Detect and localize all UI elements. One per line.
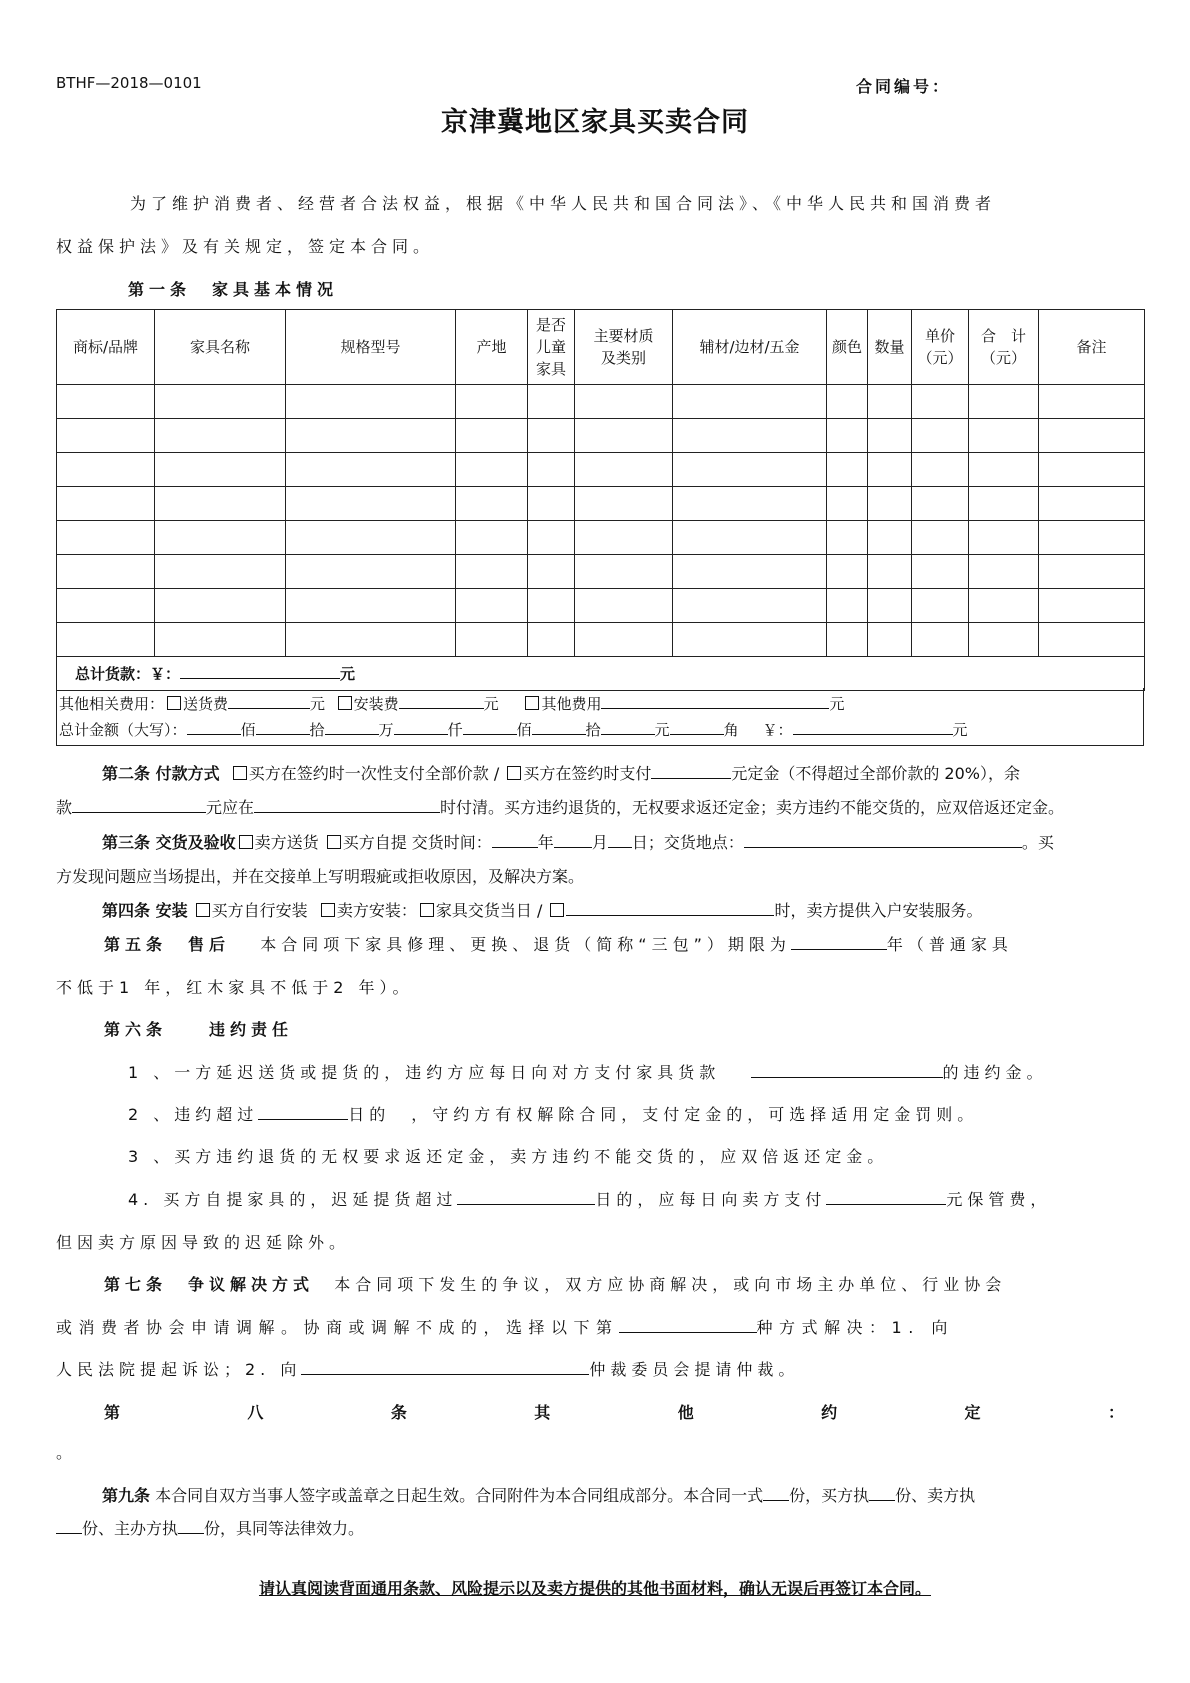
article-6-item-4 [128,1187,1051,1210]
table-row[interactable] [57,555,1145,589]
article-7-line-1 [104,1272,1006,1295]
table-row[interactable] [57,487,1145,521]
seller-delivery-label: 卖方送货 [254,833,319,852]
col-quantity: 数量 [868,310,912,385]
col-remarks: 备注 [1039,310,1145,385]
total-goods-field[interactable] [180,664,340,679]
arbitration-text: 仲裁委员会提请仲裁。 [589,1360,800,1379]
delivery-fee-label: 送货费 [183,695,229,713]
install-same-day-checkbox[interactable] [420,903,434,917]
delivery-fee-field[interactable] [228,694,310,709]
dispute-text: 本合同项下发生的争议，双方应协商解决，或向市场主办单位、行业协会 [334,1275,1007,1294]
unit-yuan: 元 [654,721,670,739]
col-color: 颜色 [827,310,868,385]
article-2-heading: 第二条 付款方式 [102,764,220,783]
amount-numeric-field[interactable] [793,720,953,735]
col-brand: 商标/品牌 [57,310,155,385]
delivery-location-field[interactable] [744,833,1022,848]
intro-line-1: 为了维护消费者、经营者合法权益，根据《中华人民共和国合同法》、《中华人民共和国消费者 [130,194,997,213]
article-4-line [102,898,982,921]
unit-label: 元 [952,721,968,739]
balance-due-label: 元应在 [206,798,255,817]
deposit-field[interactable] [651,764,731,779]
install-fee-checkbox[interactable] [338,696,352,710]
col-origin: 产地 [456,310,528,385]
article-6-item-4-line-2: 但因卖方原因导致的迟延除外。 [56,1233,351,1252]
item-4-text: 4. 买方自提家具的，迟延提货超过 [128,1190,458,1209]
article-3-end: 。买 [1021,833,1054,852]
form-code: BTHF—2018—0101 [56,74,202,92]
buyer-pickup-checkbox[interactable] [327,835,341,849]
col-main-material: 主要材质 及类别 [575,310,673,385]
article-6-item-3: 3 、买方违约退货的无权要求返还定金，卖方违约不能交货的，应双倍返还定金。 [128,1147,889,1166]
page-title: 京津冀地区家具买卖合同 [441,107,749,138]
col-auxiliary-material: 辅材/边材/五金 [673,310,827,385]
article-7-line-2 [56,1315,954,1338]
balance-terms: 时付清。买方违约退货的，无权要求返还定金；卖方违约不能交货的，应双倍返还定金。 [440,798,1065,817]
unit-bai: 佰 [516,721,532,739]
organizer-copies-field[interactable] [178,1519,204,1534]
year-field[interactable] [492,833,538,848]
warranty-text: 本合同项下家具修理、更换、退货（简称“三包”）期限为 [260,935,791,954]
month-field[interactable] [554,833,592,848]
balance-label: 款 [56,798,73,817]
pay-full-checkbox[interactable] [233,766,247,780]
delivery-fee-checkbox[interactable] [167,696,181,710]
pay-full-label: 买方在签约时一次性支付全部价款 / [248,764,505,783]
day-field[interactable] [608,833,632,848]
amount-field[interactable] [532,720,586,735]
article-9-text: 本合同自双方当事人签字或盖章之日起生效。合同附件为本合同组成部分。本合同一式 [150,1486,764,1505]
unit-jiao: 角 [723,721,739,739]
total-amount-label: 总计金额（大写）： [59,721,187,739]
arbitration-commission-field[interactable] [301,1360,589,1375]
article-9-line-2 [56,1516,364,1539]
unit-label: 元 [310,695,326,713]
col-children-furniture: 是否 儿童 家具 [528,310,575,385]
table-row[interactable] [57,623,1145,657]
total-goods-label: 总计货款：￥： [75,665,181,683]
footer-notice: 请认真阅读背面通用条款、风险提示以及卖方提供的其他书面材料，确认无误后再签订本合同。 [258,1579,931,1598]
seller-install-checkbox[interactable] [321,903,335,917]
col-unit-price: 单价 （元） [912,310,969,385]
delivery-time-label: 交货时间： [406,833,492,852]
organizer-copies-label: 份、主办方执 [82,1519,179,1538]
currency-label: ￥： [762,721,793,739]
article-8-char: 条 [390,1403,407,1422]
article-6-item-1 [128,1060,1048,1083]
table-row[interactable] [57,419,1145,453]
other-fee-label: 其他费用 [541,695,602,713]
article-5-line-1 [104,932,1013,955]
article-3-heading: 第三条 交货及验收 [102,833,236,852]
penalty-field[interactable] [751,1063,943,1078]
amount-field[interactable] [187,720,241,735]
article-3-line-2: 方发现问题应当场提出，并在交接单上写明瑕疵或拒收原因，及解决方案。 [56,867,585,886]
balance-date-field[interactable] [254,798,440,813]
article-5-heading: 第五条 售后 [104,935,231,954]
item-1-end: 的违约金。 [942,1063,1048,1082]
balance-field[interactable] [72,798,206,813]
copies-total-field[interactable] [763,1486,789,1501]
seller-install-label: 卖方安装： [336,901,417,920]
other-fees-label: 其他相关费用： [59,695,165,713]
amount-field[interactable] [394,720,448,735]
amount-field[interactable] [670,720,724,735]
unit-shi: 拾 [585,721,601,739]
article-6-item-2 [128,1102,978,1125]
total-goods-unit: 元 [340,665,356,683]
unit-bai: 佰 [240,721,256,739]
amount-field[interactable] [601,720,655,735]
article-8-char: 其 [534,1403,551,1422]
unit-label: 元 [829,695,845,713]
article-8-char: 定 [964,1403,981,1422]
month-label: 月 [591,833,608,852]
furniture-table [56,309,1145,691]
year-label: 年 [537,833,554,852]
install-fee-label: 安装费 [353,695,399,713]
install-fee-field[interactable] [399,694,484,709]
seller-copies-label: 份、卖方执 [895,1486,976,1505]
self-install-label: 买方自行安装 [211,901,308,920]
item-1-text: 1 、一方延迟送货或提货的，违约方应每日向对方支付家具货款 [128,1063,721,1082]
article-7-line-3 [56,1357,799,1380]
buyer-copies-label: 份，买方执 [789,1486,870,1505]
unit-qian: 仟 [447,721,463,739]
amount-field[interactable] [325,720,379,735]
article-7-heading: 第七条 争议解决方式 [104,1275,315,1294]
article-8-char: 第 [104,1403,121,1422]
self-install-checkbox[interactable] [196,903,210,917]
pay-deposit-label: 买方在签约时支付 [523,764,652,783]
total-goods-row [57,657,1145,691]
install-time-field[interactable] [566,901,774,916]
article-8-char: 他 [677,1403,694,1422]
table-row[interactable] [57,521,1145,555]
overdue-days-field[interactable] [258,1105,348,1120]
buyer-copies-field[interactable] [869,1486,895,1501]
amount-field[interactable] [463,720,517,735]
table-header-row [57,310,1145,385]
item-4-text-2: 日的，应每日向卖方支付 [595,1190,827,1209]
article-2-line-2 [56,795,1064,818]
dispute-text-2: 或消费者协会申请调解。协商或调解不成的，选择以下第 [56,1318,619,1337]
unit-shi: 拾 [309,721,325,739]
warranty-text-end: 年（普通家具 [886,935,1013,954]
article-3-line-1 [102,830,1054,853]
deposit-note: 元定金（不得超过全部价款的 20%），余 [731,764,1020,783]
item-2-text: 2 、违约超过 [128,1105,259,1124]
article-9-heading: 第九条 [102,1486,151,1505]
article-8-char: 约 [821,1403,838,1422]
article-9-end: 份，具同等法律效力。 [204,1519,365,1538]
article-8-heading [104,1400,1124,1423]
article-8-char: ： [1107,1403,1124,1422]
warranty-period-field[interactable] [791,935,887,950]
seller-copies-field[interactable] [56,1519,82,1534]
resolution-method-field[interactable] [619,1318,757,1333]
court-text: 人民法院提起诉讼；2. 向 [56,1360,302,1379]
buyer-pickup-label: 买方自提 [342,833,407,852]
table-row[interactable] [57,385,1145,419]
other-fee-field[interactable] [601,694,829,709]
storage-fee-field[interactable] [826,1190,946,1205]
day-location-label: 日；交货地点： [631,833,744,852]
contract-number-label: 合同编号： [856,77,952,96]
unit-wan: 万 [378,721,394,739]
article-4-heading: 第四条 安装 [102,901,188,920]
article-8-char: 八 [247,1403,264,1422]
table-row[interactable] [57,589,1145,623]
article-2-line-1 [102,761,1020,784]
intro-line-2: 权益保护法》及有关规定，签定本合同。 [56,237,435,256]
install-same-day-label: 家具交货当日 / [435,901,548,920]
article-8-end: 。 [56,1443,73,1462]
dispute-text-2-end: 种方式解决：1. 向 [756,1318,954,1337]
article-1-heading: 第一条 家具基本情况 [128,280,339,299]
col-total: 合 计 （元） [969,310,1039,385]
article-5-line-2: 不低于1 年，红木家具不低于2 年）。 [56,978,414,997]
article-9-line-1 [102,1483,975,1506]
article-4-end: 时，卖方提供入户安装服务。 [774,901,983,920]
fees-section [56,688,1144,746]
item-2-end: 日的 ，守约方有权解除合同，支付定金的，可选择适用定金罚则。 [348,1105,979,1124]
col-furniture-name: 家具名称 [155,310,286,385]
table-row[interactable] [57,453,1145,487]
item-4-end: 元保管费， [946,1190,1052,1209]
unit-label: 元 [483,695,499,713]
seller-delivery-checkbox[interactable] [239,835,253,849]
article-6-heading: 第六条 违约责任 [104,1020,294,1039]
install-other-checkbox[interactable] [550,903,564,917]
amount-field[interactable] [256,720,310,735]
other-fee-checkbox[interactable] [525,696,539,710]
col-spec-model: 规格型号 [286,310,456,385]
pickup-delay-field[interactable] [457,1190,595,1205]
pay-deposit-checkbox[interactable] [507,766,521,780]
